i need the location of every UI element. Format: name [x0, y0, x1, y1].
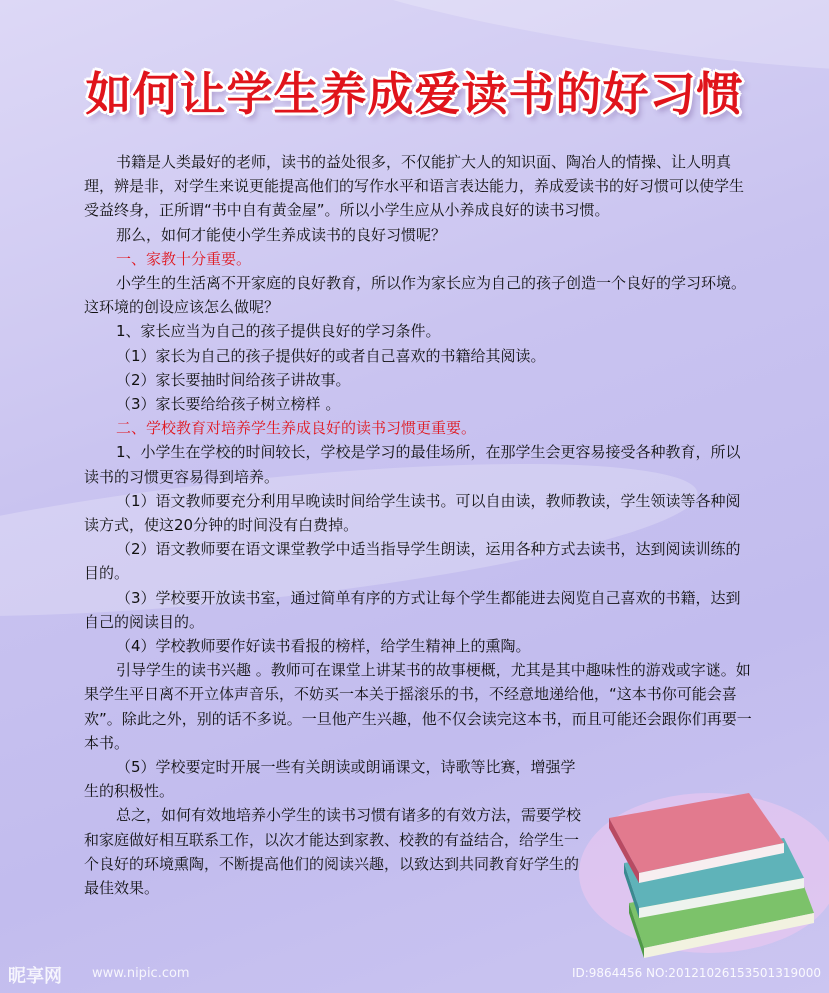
paragraph: （1）家长为自己的孩子提供好的或者自己喜欢的书籍给其阅读。	[116, 346, 546, 365]
paragraph: 那么，如何才能使小学生养成读书的良好习惯呢？	[116, 225, 447, 244]
paragraph: 总之，如何有效地培养小学生的读书习惯有诸多的有效方法，需要学校和家庭做好相互联系工作，以次才能达到家教、校教的有益结合，给学生一个良好的环境熏陶，不断提高他们的阅读兴趣，以致达到共同教育好学生的最佳效果。	[84, 806, 582, 898]
paragraph: 1、家长应当为自己的孩子提供良好的学习条件。	[116, 322, 441, 341]
page-title: 如何让学生养成爱读书的好习惯	[85, 67, 744, 121]
section-heading: 二、学校教育对培养学生养成良好的读书习惯更重要。	[116, 419, 477, 438]
watermark-logo: 昵享网	[8, 966, 62, 987]
paragraph: 引导学生的读书兴趣 。教师可在课堂上讲某书的故事梗概，尤其是其中趣味性的游戏或字谜。如果学生平日离不开立体声音乐，不妨买一本关于摇滚乐的书，不经意地递给他，“这本书你可能会喜欢”。除此之外，别的话不多说。一旦他产生兴趣，他不仅会读完这本书，而且可能还会跟你们再要一本书。	[84, 661, 752, 752]
paragraph: 书籍是人类最好的老师，读书的益处很多，不仅能扩大人的知识面、陶冶人的情操、让人明真理，辨是非，对学生来说更能提高他们的写作水平和语言表达能力，养成爱读书的好习惯可以使学生受益终身，正所谓“书中自有黄金屋”。所以小学生应从小养成良好的读书习惯。	[84, 153, 745, 220]
paragraph: （3）家长要给给孩子树立榜样 。	[116, 395, 341, 414]
books-illustration	[569, 753, 829, 973]
paragraph: （1）语文教师要充分利用早晚读时间给学生读书。可以自由读，教师教读，学生领读等各种阅读方式，使这20分钟的时间没有白费掉。	[84, 491, 741, 535]
paragraph: 1、小学生在学校的时间较长，学校是学习的最佳场所，在那学生会更容易接受各种教育，所以读书的习惯更容易得到培养。	[84, 443, 741, 486]
paragraph: （2）家长要抽时间给孩子讲故事。	[116, 370, 351, 389]
paragraph: （2）语文教师要在语文课堂教学中适当指导学生朗读，运用各种方式去读书，达到阅读训练的目的。	[84, 540, 741, 583]
paragraph: （3）学校要开放读书室，通过简单有序的方式让每个学生都能进去阅览自己喜欢的书籍，达到自己的阅读目的。	[84, 588, 741, 631]
paragraph: （5）学校要定时开展一些有关朗读或朗诵课文，诗歌等比赛，增强学生的积极性。	[84, 758, 576, 801]
watermark-url: www.nipic.com	[92, 966, 190, 981]
section-heading: 一、家教十分重要。	[116, 249, 252, 268]
paragraph: 小学生的生活离不开家庭的良好教育，所以作为家长应为自己的孩子创造一个良好的学习环境。这环境的创设应该怎么做呢？	[84, 274, 747, 317]
watermark-id: ID:9864456 NO:20121026153501319000	[571, 966, 821, 980]
paragraph: （4）学校教师要作好读书看报的榜样，给学生精神上的熏陶。	[116, 637, 531, 656]
